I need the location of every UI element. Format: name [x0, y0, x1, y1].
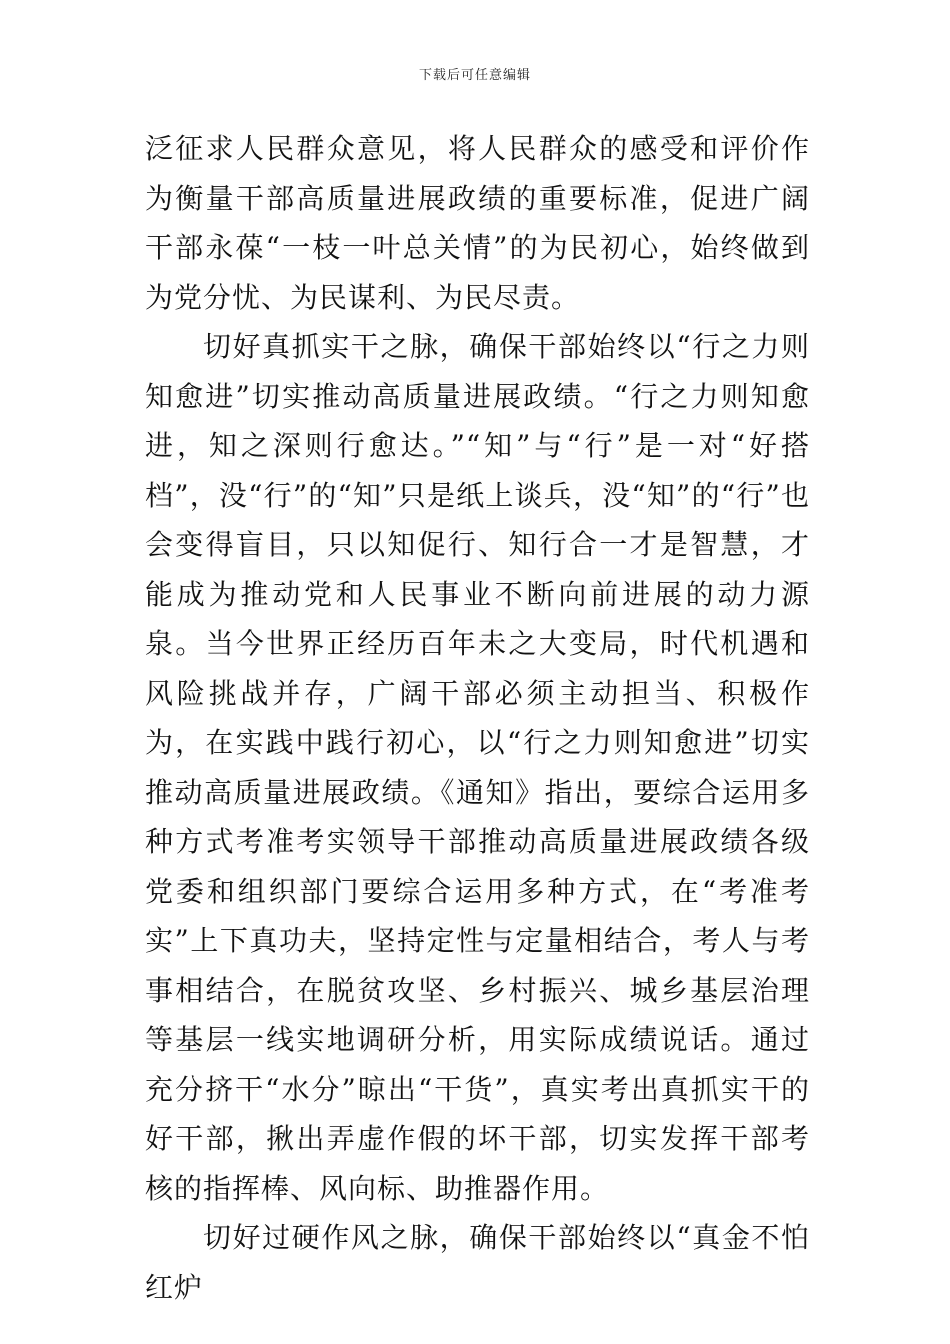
paragraph-1: 泛征求人民群众意见，将人民群众的感受和评价作为衡量干部高质量进展政绩的重要标准，促进广阔干部永葆“一枝一叶总关情”的为民初心，始终做到为党分忧、为民谋利、为民尽责。: [145, 132, 810, 314]
document-body: [145, 124, 810, 1312]
paragraph-3: 切好过硬作风之脉，确保干部始终以“真金不怕红炉: [145, 1221, 810, 1304]
paragraph-2: 切好真抓实干之脉，确保干部始终以“行之力则知愈进”切实推动高质量进展政绩。“行之力则知愈进，知之深则行愈达。”“知”与“行”是一对“好搭档”，没“行”的“知”只是纸上谈兵，没“知”的“行”也会变得盲目，只以知促行、知行合一才是智慧，才能成为推动党和人民事业不断向前进展的动力源泉。当今世界正经历百年未之大变局，时代机遇和风险挑战并存，广阔干部必须主动担当、积极作为，在实践中践行初心，以“行之力则知愈进”切实推动高质量进展政绩。《通知》指出，要综合运用多种方式考准考实领导干部推动高质量进展政绩各级党委和组织部门要综合运用多种方式，在“考准考实”上下真功夫，坚持定性与定量相结合，考人与考事相结合，在脱贫攻坚、乡村振兴、城乡基层治理等基层一线实地调研分析，用实际成绩说话。通过充分挤干“水分”晾出“干货”，真实考出真抓实干的好干部，揪出弄虚作假的坏干部，切实发挥干部考核的指挥棒、风向标、助推器作用。: [145, 330, 810, 1205]
header-note: 下载后可任意编辑: [418, 68, 531, 83]
